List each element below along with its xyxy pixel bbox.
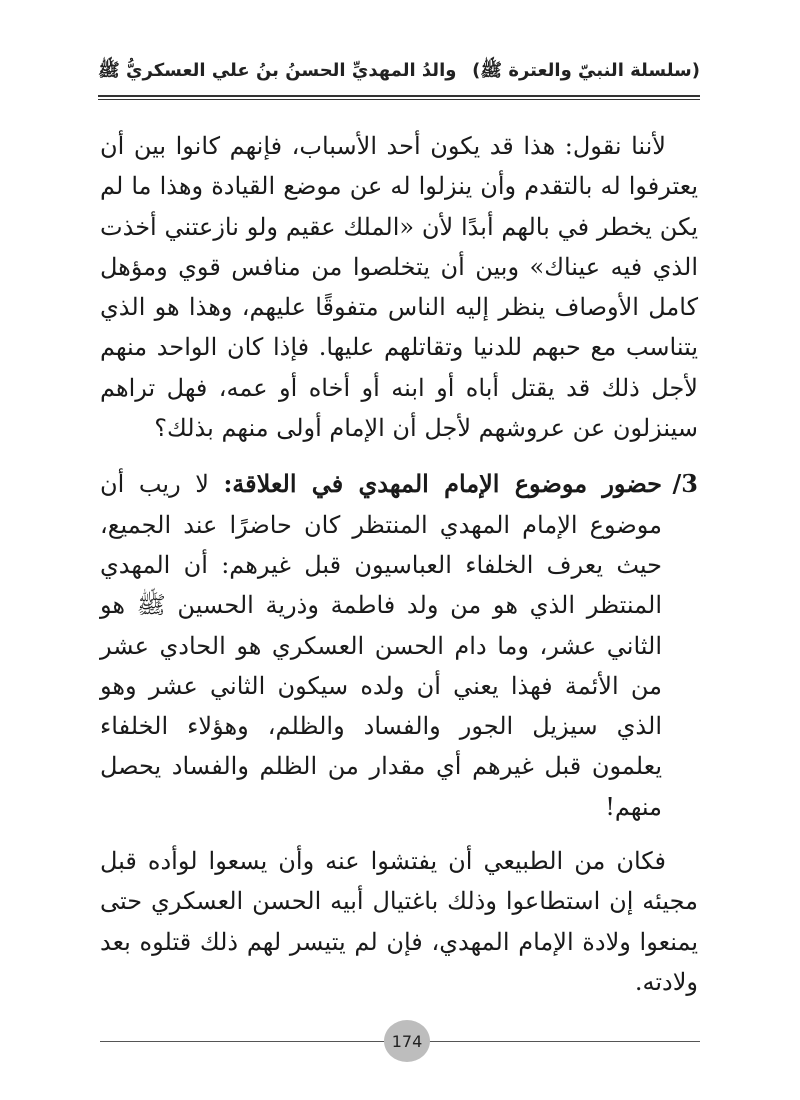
item-body — [100, 464, 662, 827]
page-body — [100, 126, 698, 1002]
header-divider-thin — [98, 99, 700, 100]
series-title: (سلسلة النبيّ والعترة ﷺ) — [472, 60, 700, 81]
item-number: 3/ — [672, 469, 698, 499]
paragraph-2: فكان من الطبيعي أن يفتشوا عنه وأن يسعوا لوأده قبل مجيئه إن استطاعوا وذلك باغتيال أبيه الحسن العسكري حتى يمنعوا ولادة الإمام المهدي، فإن لم يتيسر لهم ذلك قتلوه بعد ولادته. — [100, 847, 698, 996]
item-title: حضور موضوع الإمام المهدي في العلاقة: — [223, 469, 662, 499]
running-header — [98, 52, 700, 92]
page-number-badge — [384, 1020, 430, 1062]
page-footer — [100, 1020, 700, 1060]
paragraph-1: لأننا نقول: هذا قد يكون أحد الأسباب، فإنهم كانوا بين أن يعترفوا له بالتقدم وأن ينزلوا له عن موضع القيادة وهذا ما لم يكن يخطر في بالهم أبدًا لأن «الملك عقيم ولو نازعتني أخذت الذي فيه عيناك» وبين أن يتخلصوا من منافس قوي ومؤهل كامل الأوصاف ينظر إليه الناس متفوقًا عليهم، وهذا هو الذي يتناسب مع حبهم للدنيا وتقاتلهم عليها. فإذا كان الواحد منهم لأجل ذلك قد يقتل أباه أو ابنه أو أخاه أو عمه، فهل تراهم سينزلون عن عروشهم لأجل أن الإمام أولى منهم بذلك؟ — [100, 132, 699, 443]
page-number: 174 — [391, 1031, 423, 1051]
book-title: والدُ المهديِّ الحسنُ بنُ علي العسكريُّ ﷺ — [98, 60, 457, 81]
header-divider — [98, 95, 700, 97]
numbered-item-3 — [100, 464, 698, 827]
item-text: لا ريب أن موضوع الإمام المهدي المنتظر كان حاضرًا عند الجميع، حيث يعرف الخلفاء العباسيون قبل غيرهم: أن المهدي المنتظر الذي هو من ولد فاطمة وذرية الحسين ﷺ هو الثاني عشر، وما دام الحسن العسكري هو الحادي عشر من الأئمة فهذا يعني أن ولده سيكون الثاني عشر وهو الذي سيزيل الجور والفساد والظلم، وهؤلاء الخلفاء يعلمون قبل غيرهم أي مقدار من الظلم والفساد يحصل منهم! — [100, 470, 662, 821]
